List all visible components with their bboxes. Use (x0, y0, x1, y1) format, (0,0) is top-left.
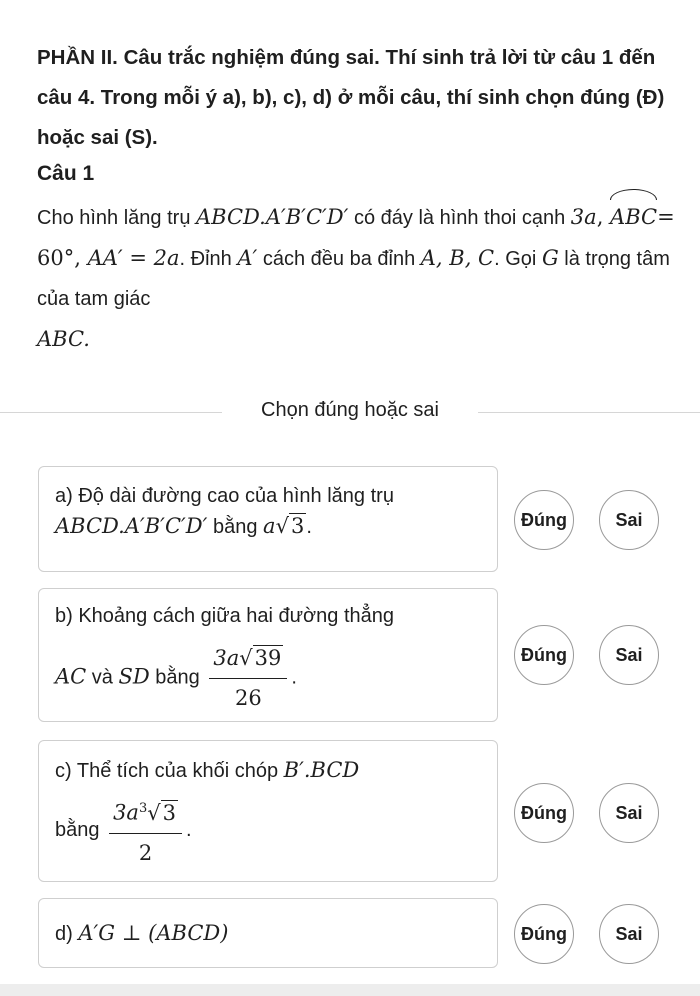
statement-d-text: d) A′G ⊥ (ABCD) (55, 921, 229, 945)
statement-c-true-button[interactable]: Đúng (514, 783, 574, 843)
bottom-bar (0, 984, 700, 996)
statement-c-text: c) Thể tích của khối chóp B′.BCD bằng $\frac{3a^3√3}{2}$ . (55, 755, 495, 868)
divider-label: Chọn đúng hoặc sai (261, 399, 439, 421)
question-text: Cho hình lăng trụ ABCD.A′B′C′D′ có đáy là hình thoi cạnh 3a, ABC= 60°, AA′ = 2a. Đỉnh A′ cách đều ba đỉnh A, B, C. Gọi G là trọng tâm của tam giác ABC. (37, 193, 677, 360)
section-heading: PHẦN II. Câu trắc nghiệm đúng sai. Thí sinh trả lời từ câu 1 đến câu 4. Trong mỗi ý a), b), c), d) ở mỗi câu, thí sinh chọn đúng (Đ) hoặc sai (S). (37, 46, 665, 149)
statement-b-true-button[interactable]: Đúng (514, 625, 574, 685)
statement-b-text: b) Khoảng cách giữa hai đường thẳng AC và SD bằng $\frac{3a√39}{26}$ . (55, 601, 495, 713)
statement-c-false-button[interactable]: Sai (599, 783, 659, 843)
statement-b-false-button[interactable]: Sai (599, 625, 659, 685)
statement-d-false-button[interactable]: Sai (599, 904, 659, 964)
distance-fraction: $\frac{3a√39}{26}$ (209, 643, 287, 713)
statement-c-card (38, 740, 498, 882)
statement-d-card (38, 898, 498, 968)
statement-a-text: a) Độ dài đường cao của hình lăng trụ ABCD.A′B′C′D′ bằng a√3 . (55, 485, 394, 538)
statement-b-card (38, 588, 498, 722)
statement-d-true-button[interactable]: Đúng (514, 904, 574, 964)
statement-a-true-button[interactable]: Đúng (514, 490, 574, 550)
angle-hat: ABC (610, 193, 657, 237)
choice-divider (0, 395, 700, 429)
volume-fraction: $\frac{3a^3√3}{2}$ (109, 794, 182, 868)
statement-a-false-button[interactable]: Sai (599, 490, 659, 550)
statement-a-card (38, 466, 498, 572)
question-title: Câu 1 (37, 162, 95, 185)
